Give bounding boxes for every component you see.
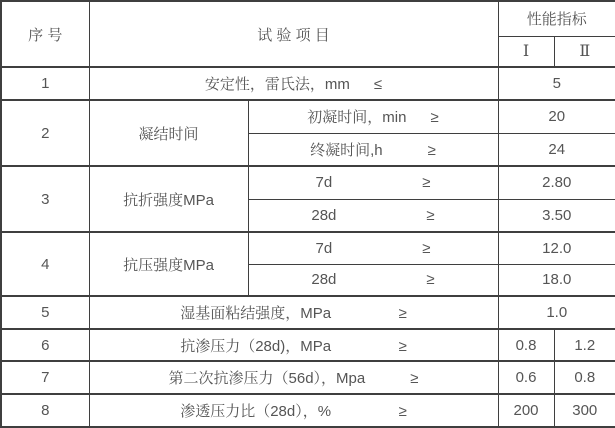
row-7-item	[89, 361, 498, 394]
row-1-item	[89, 67, 498, 100]
row-2-item: 凝结时间	[89, 100, 248, 166]
row-5-item	[89, 296, 498, 329]
row-4-sub-2-label: 28d	[311, 271, 337, 289]
row-7-value-ii: 0.8	[554, 361, 615, 394]
row-4-item: 抗压强度MPa	[89, 232, 248, 296]
row-1-value: 5	[498, 67, 615, 100]
row-1-no: 1	[1, 67, 89, 100]
row-3-sub-1	[248, 166, 498, 199]
row-8-operator: ≥	[398, 403, 407, 420]
row-2-sub-2-value: 24	[498, 133, 615, 166]
row-4-sub-1-value: 12.0	[498, 232, 615, 264]
row-7-value-i: 0.6	[498, 361, 554, 394]
row-6-value-ii: 1.2	[554, 329, 615, 361]
row-7-no: 7	[1, 361, 89, 394]
row-2-sub-2-operator: ≥	[427, 141, 436, 159]
row-3-sub-2	[248, 199, 498, 232]
header-test-item: 试 验 项 目	[89, 1, 498, 67]
row-5-item-label: 湿基面粘结强度，MPa	[180, 305, 332, 322]
header-grade-i: Ⅰ	[498, 36, 554, 67]
row-3-no: 3	[1, 166, 89, 232]
header-performance-index: 性能指标	[498, 1, 615, 36]
row-8-value-ii: 300	[554, 394, 615, 427]
row-6-operator: ≥	[398, 337, 407, 355]
row-2-sub-2-label: 终凝时间,h	[310, 141, 383, 159]
row-7-operator: ≥	[410, 370, 419, 387]
row-3-sub-2-value: 3.50	[498, 199, 615, 232]
row-6-item-label: 抗渗压力（28d)，MPa	[180, 337, 332, 355]
row-3-sub-2-label: 28d	[311, 206, 337, 224]
row-2-sub-1-label: 初凝时间，min	[307, 109, 407, 127]
row-3-item: 抗折强度MPa	[89, 166, 248, 232]
row-2-no: 2	[1, 100, 89, 166]
row-3-sub-1-operator: ≥	[422, 174, 431, 192]
header-no: 序 号	[1, 1, 89, 67]
row-8-item-label: 渗透压力比（28d），%	[180, 403, 332, 420]
row-5-value: 1.0	[498, 296, 615, 329]
row-8-no: 8	[1, 394, 89, 427]
row-6-value-i: 0.8	[498, 329, 554, 361]
row-3-sub-1-value: 2.80	[498, 166, 615, 199]
row-5-no: 5	[1, 296, 89, 329]
row-4-sub-1	[248, 232, 498, 264]
row-1-operator: ≤	[373, 76, 383, 93]
row-6-no: 6	[1, 329, 89, 361]
row-4-sub-1-label: 7d	[315, 239, 333, 257]
row-3-sub-2-operator: ≥	[426, 206, 435, 224]
row-2-sub-1	[248, 100, 498, 133]
row-6-item	[89, 329, 498, 361]
row-5-operator: ≥	[398, 305, 407, 322]
row-7-item-label: 第二次抗渗压力（56d），Mpa	[168, 370, 366, 387]
header-grade-ii: Ⅱ	[554, 36, 615, 67]
row-8-item	[89, 394, 498, 427]
row-4-no: 4	[1, 232, 89, 296]
row-4-sub-1-operator: ≥	[422, 239, 431, 257]
row-1-item-label: 安定性，雷氏法，mm	[204, 76, 350, 93]
row-8-value-i: 200	[498, 394, 554, 427]
row-4-sub-2	[248, 264, 498, 296]
row-2-sub-1-operator: ≥	[430, 109, 439, 127]
row-3-sub-1-label: 7d	[315, 174, 333, 192]
row-4-sub-2-value: 18.0	[498, 264, 615, 296]
row-2-sub-1-value: 20	[498, 100, 615, 133]
row-4-sub-2-operator: ≥	[426, 271, 435, 289]
row-2-sub-2	[248, 133, 498, 166]
